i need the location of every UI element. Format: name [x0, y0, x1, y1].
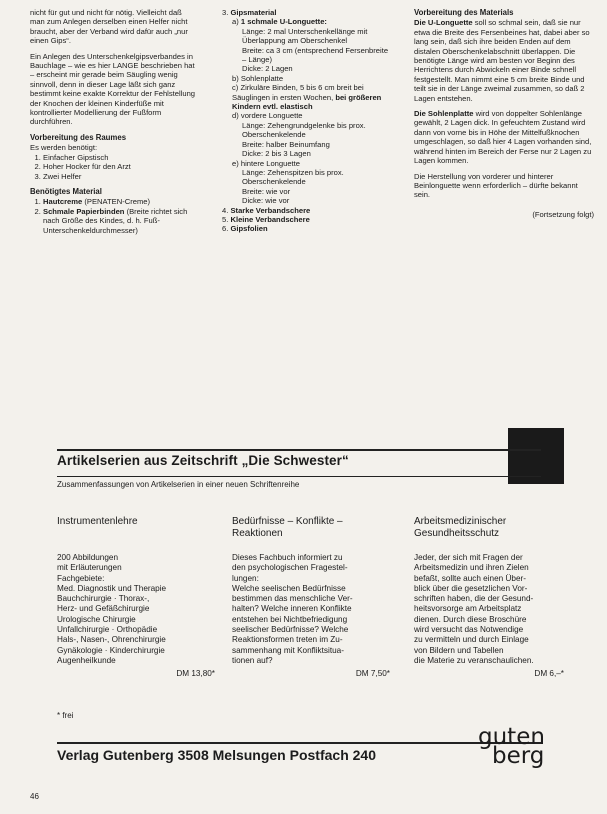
- list-item-line: Breite: ca 3 cm (entsprechend Fersenbreite – Länge): [242, 45, 389, 65]
- list-item-line: Dicke: wie vor: [242, 196, 290, 206]
- article-column-3: [414, 8, 594, 225]
- list-item-line: Breite: halber Beinumfang: [242, 139, 330, 149]
- ad-line: den psychologischen Fragestel-: [232, 563, 348, 573]
- ad-title: Artikelserien aus Zeitschrift „Die Schwester“: [57, 453, 349, 468]
- paragraph: Die Herstellung von vorderer und hinterer Beinlonguette wenn erforderlich – dürfte bekannt sein.: [414, 171, 578, 200]
- ad-line: Urologische Chirurgie: [57, 614, 136, 624]
- ad-subtitle: Zusammenfassungen von Artikelserien in einer neuen Schriftenreihe: [57, 480, 300, 489]
- ad-line: bestimmen das menschliche Ver-: [232, 594, 353, 604]
- item-bold: Schmale Papierbinden: [43, 206, 125, 216]
- list-item: d) vordere Longuette: [232, 111, 303, 121]
- section-heading: Vorbereitung des Raumes: [30, 132, 127, 142]
- ad-column-instrumentenlehre: [57, 516, 215, 680]
- list-item-line: Dicke: 2 bis 3 Lagen: [242, 149, 311, 159]
- list-item: 2. Hoher Hocker für den Arzt: [43, 162, 198, 171]
- item-bold: 1 schmale U-Longuette:: [240, 17, 327, 27]
- section-heading: Vorbereitung des Materials: [414, 8, 514, 17]
- list-item: 3. Zwei Helfer: [43, 172, 198, 181]
- ad-line: tionen auf?: [232, 655, 273, 665]
- gutenberg-logo: [478, 726, 550, 770]
- advertisement: [30, 420, 590, 785]
- ad-line: Unfallchirurgie · Orthopädie: [57, 625, 158, 635]
- price: DM 13,80*: [176, 669, 215, 679]
- ad-line: Fachgebiete:: [57, 573, 105, 583]
- paragraph: Die Sohlenplatte wird von doppelter Sohlenlänge gewählt, 2 Lagen dick. In gefeuchtem Zustand wird dann von vorne bis in Höhe der Mittelfußknochen umgeschlagen, so daß hier 4 Lagen vorhanden sind, während hinten im Bereich der Ferse nur 2 Lagen zu Lagen kommen.: [414, 109, 592, 166]
- list-item-line: Länge: 2 mal Unterschenkellänge mit Überlappung am Oberschenkel: [242, 26, 368, 46]
- ad-line: entstehen bei Nichtbefriedigung: [232, 614, 348, 624]
- ad-line: Bauchchirurgie · Thorax-,: [57, 594, 150, 604]
- ad-line: halten? Welche inneren Konflikte: [232, 604, 352, 614]
- logo-text-top: guten: [478, 724, 545, 750]
- list-item-line: Dicke: 2 Lagen: [242, 64, 293, 74]
- ad-line: zu vermitteln und durch Einlage: [414, 635, 529, 645]
- paragraph: Es werden benötigt:: [30, 143, 98, 153]
- divider: [57, 742, 541, 744]
- price: DM 7,50*: [355, 669, 390, 679]
- ad-line: Augenheilkunde: [57, 655, 116, 665]
- divider: [57, 476, 541, 477]
- ad-line: Hals-, Nasen-, Ohrenchirurgie: [57, 635, 166, 645]
- list-item: [43, 207, 198, 235]
- article-column-2: [222, 8, 394, 234]
- item-bold: bei größeren Kindern evtl. elastisch: [232, 92, 382, 112]
- ad-column-heading: Bedürfnisse – Konflikte – Reaktionen: [232, 516, 343, 539]
- ad-column-beduerfnisse: [232, 516, 390, 680]
- list-item: c) Zirkuläre Binden, 5 bis 6 cm breit bei Säuglingen in ersten Wochen, bei größeren Kindern evtl. elastisch: [232, 83, 382, 112]
- prep-list: [30, 153, 198, 181]
- ad-line: dienen. Durch diese Broschüre: [414, 614, 527, 624]
- ad-line: die Materie zu veranschaulichen.: [414, 655, 534, 665]
- ad-line: Herz- und Gefäßchirurgie: [57, 604, 150, 614]
- ad-line: von Bildern und Tabellen: [414, 645, 504, 655]
- list-item: b) Sohlenplatte: [232, 73, 284, 83]
- ad-line: Welche seelischen Bedürfnisse: [232, 583, 346, 593]
- list-item: 1. Einfacher Gipstisch: [43, 153, 198, 162]
- ad-line: Arbeitsmedizin und ihren Zielen: [414, 563, 529, 573]
- list-item: 4. Starke Verbandschere: [222, 205, 311, 215]
- ad-line: 200 Abbildungen: [57, 553, 119, 562]
- ad-line: wird versucht das Notwendige: [414, 625, 524, 635]
- list-item: e) hintere Longuette: [232, 158, 301, 168]
- logo-text-bottom: berg: [492, 743, 545, 769]
- ad-column-heading: Instrumentenlehre: [57, 516, 138, 527]
- list-item: [43, 197, 198, 206]
- item-text: (PENATEN-Creme): [82, 197, 151, 207]
- item-bold: Gipsmaterial: [230, 8, 277, 17]
- ad-line: schriften haben, die der Gesund-: [414, 594, 534, 604]
- list-item: 6. Gipsfolien: [222, 224, 268, 234]
- continued-note: (Fortsetzung folgt): [532, 209, 594, 219]
- list-item: 3. Gipsmaterial: [222, 8, 277, 17]
- ad-line: mit Erläuterungen: [57, 563, 122, 573]
- ad-line: Jeder, der sich mit Fragen der: [414, 553, 523, 562]
- ad-line: lungen:: [232, 573, 259, 583]
- ad-line: Dieses Fachbuch informiert zu: [232, 553, 343, 562]
- paragraph: Ein Anlegen des Unterschenkelgipsverbandes in Bauchlage – wie es hier LANGE beschrieben hat – erscheint mir gerade beim Säugling wenig sinnvoll, denn in dieser Lage läßt sich ganz bestimmt keine exakte Korrektur der Fehlstellung der Knochen der kleinen Kinderfüße mit kontrollierter Modellierung der Fußform durchführen.: [30, 51, 196, 127]
- ad-line: Med. Diagnostik und Therapie: [57, 583, 167, 593]
- ad-line: Gynäkologie · Kinderchirurgie: [57, 645, 165, 655]
- publisher-address: Verlag Gutenberg 3508 Melsungen Postfach 240: [57, 747, 376, 763]
- paragraph: nicht für gut und nicht für nötig. Vielleicht daß man zum Anlegen derselben einen Helfer nicht braucht, aber der Verband wird dafür auch „nur einen Gips“.: [30, 8, 188, 46]
- ad-line: Reaktionsformen treten im Zu-: [232, 635, 343, 645]
- article-column-1: [30, 8, 198, 239]
- list-item-line: Breite: wie vor: [242, 186, 291, 196]
- list-item: 5. Kleine Verbandschere: [222, 214, 310, 224]
- paragraph: Die U-Longuette soll so schmal sein, daß sie nur etwa die Breite des Fersenbeines hat, dabei aber so lang sein, daß sich ihre beiden Enden auf dem distalen Oberschenkelabschnitt überlappen. Die benötigte Länge wird am besten vor Beginn des Herrichtens durch Abwickeln einer Binde schnell festgestellt. Man nimmt eine 5 cm breite Binde und teilt sie in der Länge zweimal zusammen, so daß 2 Lagen entstehen.: [414, 18, 590, 103]
- list-item: a) 1 schmale U-Longuette:: [232, 17, 327, 27]
- ad-column-arbeitsmedizin: [414, 516, 564, 680]
- ad-line: heitsvorsorge am Arbeitsplatz: [414, 604, 522, 614]
- ad-column-heading: Arbeitsmedizinischer Gesundheitsschutz: [414, 516, 507, 539]
- list-item-line: Länge: Zehenspitzen bis prox. Oberschenkelende: [242, 167, 344, 187]
- material-list: [30, 197, 198, 235]
- divider: [57, 449, 541, 451]
- footnote: * frei: [57, 711, 74, 720]
- item-text: (Breite richtet sich nach Größe des Kindes, d. h. Fuß-Unterschenkeldurchmesser): [43, 206, 188, 235]
- list-item-line: Länge: Zehengrundgelenke bis prox. Oberschenkelende: [242, 120, 366, 140]
- ad-line: seelischer Bedürfnisse? Welche: [232, 625, 349, 635]
- ad-line: sammenhang mit Konfliktsitua-: [232, 645, 344, 655]
- price: DM 6,–*: [534, 669, 564, 679]
- ad-line: befaßt, sollte auch einen Über-: [414, 573, 526, 583]
- item-bold: Hautcreme: [43, 197, 83, 207]
- ad-line: blick über die gesetzlichen Vor-: [414, 583, 528, 593]
- page-number: 46: [30, 792, 39, 801]
- section-heading: Benötigtes Material: [30, 186, 102, 196]
